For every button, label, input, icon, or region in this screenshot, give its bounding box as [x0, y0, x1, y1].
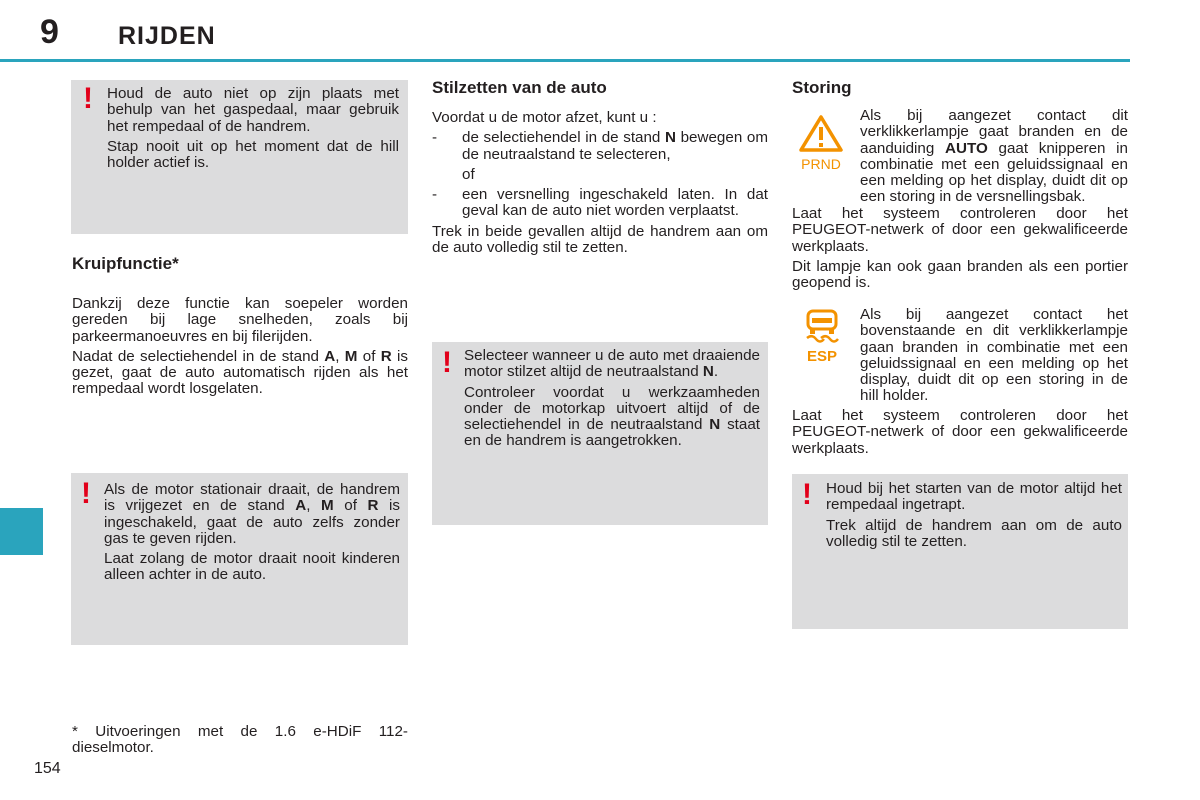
- prnd-label: PRND: [801, 156, 841, 172]
- fault-text-2: [860, 307, 1128, 409]
- paragraph: Trek in beide gevallen altijd de handrem aan om de auto volledig stil te zetten.: [432, 222, 768, 257]
- chapter-tab: [0, 508, 43, 555]
- paragraph: Laat het systeem controleren door het PEUGEOT-netwerk of door een gekwalificeerde werkplaats.: [792, 407, 1128, 457]
- paragraph: Dit lampje kan ook gaan branden als een portier geopend is.: [792, 257, 1128, 292]
- list-item: - de selectiehendel in de stand N bewegen om de neutraalstand te selecteren,: [432, 129, 768, 163]
- warning-box-start: [792, 474, 1128, 629]
- section-heading-creep: Kruipfunctie*: [72, 254, 179, 273]
- warning-icon: !: [81, 477, 91, 510]
- gearbox-warning-icon: [796, 114, 846, 172]
- warning-text: Als de motor stationair draait, de handrem is vrijgezet en de stand A, M of R is ingeschakeld, gaat de auto zelfs zonder gas te geven rijden.: [104, 481, 400, 547]
- fault-text-3: [792, 408, 1128, 461]
- warning-text: Controleer voordat u werkzaamheden onder de motorkap uitvoert altijd of de selectiehendel in de neutraalstand N staat en de handrem is aangetrokken.: [464, 383, 760, 450]
- header-rule: [0, 59, 1130, 62]
- section-heading-fault: Storing: [792, 78, 852, 97]
- warning-text: Trek altijd de handrem aan om de auto volledig stil te zetten.: [826, 516, 1122, 550]
- paragraph: Dankzij deze functie kan soepeler worden gereden bij lage snelheden, zoals bij parkeermanoeuvres en bij filerijden.: [72, 295, 408, 345]
- paragraph-or: of: [462, 165, 475, 183]
- warning-text: Selecteer wanneer u de auto met draaiende motor stilzet altijd de neutraalstand N.: [464, 347, 760, 381]
- chapter-number: 9: [40, 13, 59, 51]
- esp-warning-icon: [800, 308, 844, 364]
- section-heading-stop: Stilzetten van de auto: [432, 78, 607, 97]
- esp-label: ESP: [806, 348, 838, 364]
- warning-icon: !: [442, 346, 452, 379]
- creep-text: [72, 296, 408, 402]
- paragraph: Nadat de selectiehendel in de stand A, M of R is gezet, gaat de auto automatisch rijden als het rempedaal wordt losgelaten.: [72, 347, 408, 398]
- paragraph: Als bij aangezet contact dit verklikkerlampje gaat branden en de aanduiding AUTO gaat knipperen in combinatie met een geluidssignaal en een melding op het display, duidt dit op een storing in de versnellingsbak.: [860, 107, 1128, 206]
- warning-icon: !: [802, 478, 812, 511]
- footnote: * Uitvoeringen met de 1.6 e-HDiF 112-dieselmotor.: [72, 723, 408, 757]
- stop-text: [432, 110, 768, 260]
- paragraph: Als bij aangezet contact het bovenstaande en dit verklikkerlampje gaan branden in combinatie met een geluidssignaal en een melding op het display, duidt dit op een storing in de hill holder.: [860, 306, 1128, 405]
- warning-box-hill-holder: [71, 80, 408, 234]
- warning-box-idle: [71, 473, 408, 645]
- warning-text: Houd bij het starten van de motor altijd het rempedaal ingetrapt.: [826, 480, 1122, 514]
- warning-text: Laat zolang de motor draait nooit kinderen alleen achter in de auto.: [104, 550, 400, 584]
- page-number: 154: [34, 760, 61, 777]
- fault-text-1b: [792, 206, 1128, 295]
- warning-icon: !: [83, 82, 93, 115]
- chapter-title: RIJDEN: [118, 22, 216, 50]
- fault-text-1: [860, 108, 1128, 210]
- warning-text: Houd de auto niet op zijn plaats met behulp van het gaspedaal, maar gebruik het rempedaal of de handrem.: [107, 85, 399, 135]
- paragraph: Voordat u de motor afzet, kunt u :: [432, 109, 657, 126]
- list-item: - een versnelling ingeschakeld laten. In dat geval kan de auto niet worden verplaatst.: [432, 186, 768, 220]
- paragraph: Laat het systeem controleren door het PEUGEOT-netwerk of door een gekwalificeerde werkplaats.: [792, 205, 1128, 255]
- warning-box-neutral: [432, 342, 768, 525]
- warning-text: Stap nooit uit op het moment dat de hill holder actief is.: [107, 137, 399, 172]
